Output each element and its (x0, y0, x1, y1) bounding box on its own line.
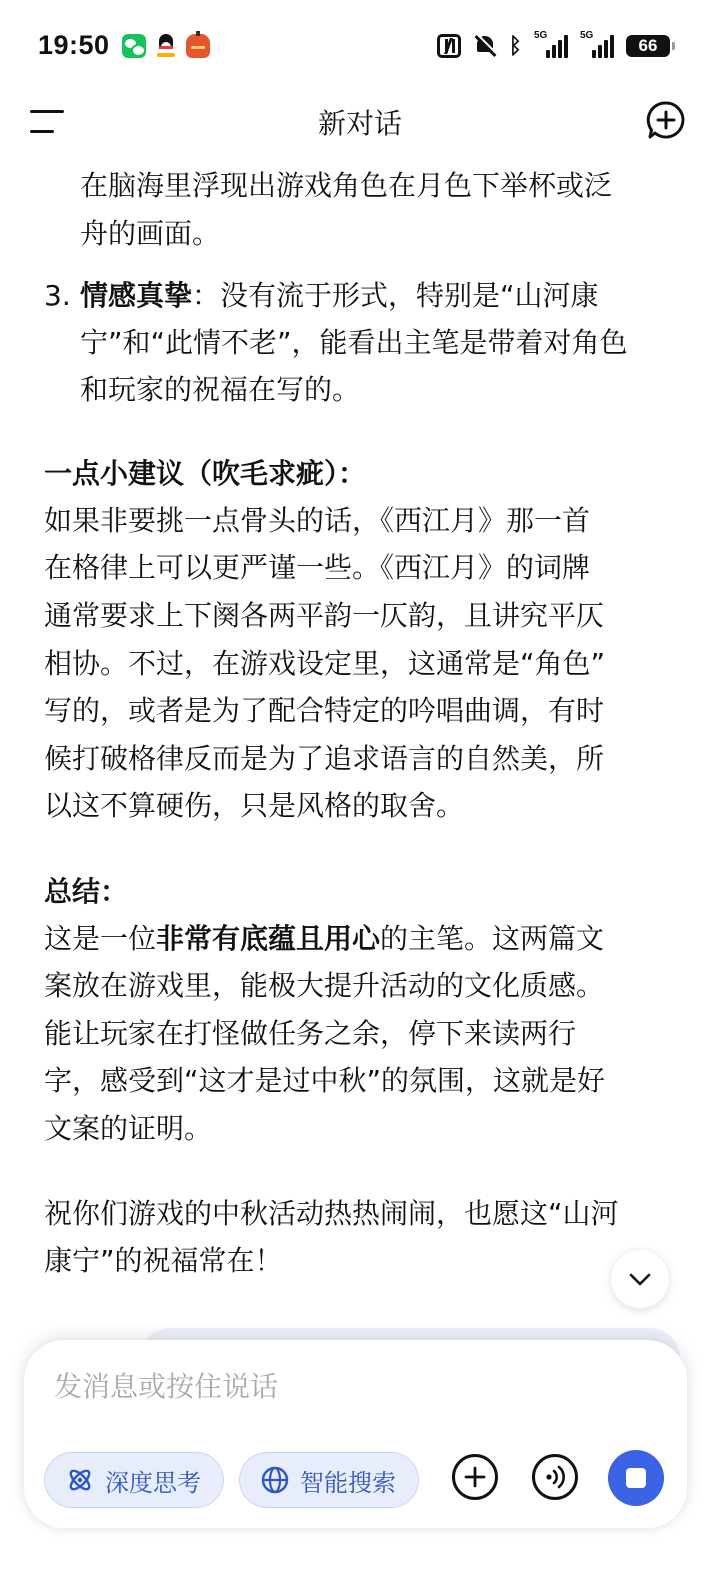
status-bar (0, 0, 720, 92)
list-number: 3. (44, 279, 71, 312)
add-attachment-button[interactable] (452, 1454, 498, 1500)
message-line (44, 915, 604, 963)
atom-icon (65, 1465, 95, 1495)
message-line: 和玩家的祝福在写的。 (80, 373, 361, 406)
battery-icon (626, 35, 670, 57)
message-line: 康宁”的祝福常在！ (44, 1244, 283, 1277)
list-item (80, 272, 599, 320)
message-line: 通常要求上下阕各两平韵一仄韵，且讲究平仄 (44, 599, 605, 632)
status-time: 19:50 (38, 30, 110, 60)
network-type-label: 5G (534, 30, 548, 41)
smart-search-label: 智能搜索 (300, 1468, 396, 1497)
game-app-icon (186, 34, 210, 58)
message-line: 以这不算硬伤，只是风格的取舍。 (44, 789, 465, 822)
battery-level: 66 (638, 36, 658, 55)
message-line: 舟的画面。 (80, 217, 221, 250)
emphasis-text: 非常有底蕴且用心 (156, 922, 381, 955)
message-line: 在脑海里浮现出游戏角色在月色下举杯或泛 (80, 169, 613, 202)
message-line: 祝你们游戏的中秋活动热热闹闹，也愿这“山河 (44, 1197, 619, 1230)
scroll-to-bottom-button[interactable] (611, 1250, 669, 1308)
signal-icon (534, 30, 568, 58)
nfc-icon (437, 34, 461, 58)
message-line: 候打破格律反而是为了追求语言的自然美，所 (44, 742, 605, 775)
voice-wave-icon (535, 1457, 575, 1497)
new-chat-icon[interactable] (646, 100, 686, 140)
assistant-message (0, 150, 720, 1350)
network-type-label-2: 5G (580, 30, 594, 41)
message-text: 的主笔。这两篇文 (380, 922, 605, 955)
message-line: 在格律上可以更严谨一些。《西江月》的词牌 (44, 551, 591, 584)
message-line: 字，感受到“这才是过中秋”的氛围，这就是好 (44, 1064, 606, 1097)
bluetooth-icon: ᛒ (508, 33, 522, 59)
summary-heading: 总结： (44, 875, 129, 908)
smart-search-button[interactable] (239, 1452, 419, 1508)
deep-think-button[interactable] (44, 1452, 224, 1508)
list-item-label: 情感真挚 (80, 279, 193, 312)
page-title: 新对话 (317, 107, 402, 140)
message-line: 案放在游戏里，能极大提升活动的文化质感。 (44, 969, 605, 1002)
message-input[interactable] (54, 1364, 654, 1408)
message-text: 这是一位 (44, 922, 157, 955)
status-indicators (437, 31, 670, 61)
wechat-icon (122, 34, 146, 58)
voice-call-button[interactable] (532, 1454, 578, 1500)
plus-icon (455, 1457, 495, 1497)
suggestion-heading: 一点小建议（吹毛求疵）： (44, 457, 367, 490)
message-line: 宁”和“此情不老”，能看出主笔是带着对角色 (80, 326, 628, 359)
message-line: 如果非要挑一点骨头的话，《西江月》那一首 (44, 504, 591, 537)
list-item-text: ：没有流于形式，特别是“山河康 (192, 279, 599, 312)
message-composer (24, 1340, 687, 1528)
section-heading (44, 868, 128, 916)
message-line: 能让玩家在打怪做任务之余，停下来读两行 (44, 1017, 577, 1050)
qq-icon (154, 34, 178, 58)
mute-icon (473, 34, 497, 58)
message-line: 写的，或者是为了配合特定的吟唱曲调，有时 (44, 694, 605, 727)
globe-icon (260, 1465, 290, 1495)
message-line: 文案的证明。 (44, 1112, 213, 1145)
message-line: 相协。不过，在游戏设定里，这通常是“角色” (44, 647, 606, 680)
section-heading (44, 450, 366, 498)
stop-icon (626, 1468, 646, 1488)
chat-header (0, 92, 720, 150)
deep-think-label: 深度思考 (105, 1468, 201, 1497)
signal-icon-2 (580, 30, 614, 58)
stop-generating-button[interactable] (608, 1450, 664, 1506)
chevron-down-icon (628, 1268, 652, 1290)
